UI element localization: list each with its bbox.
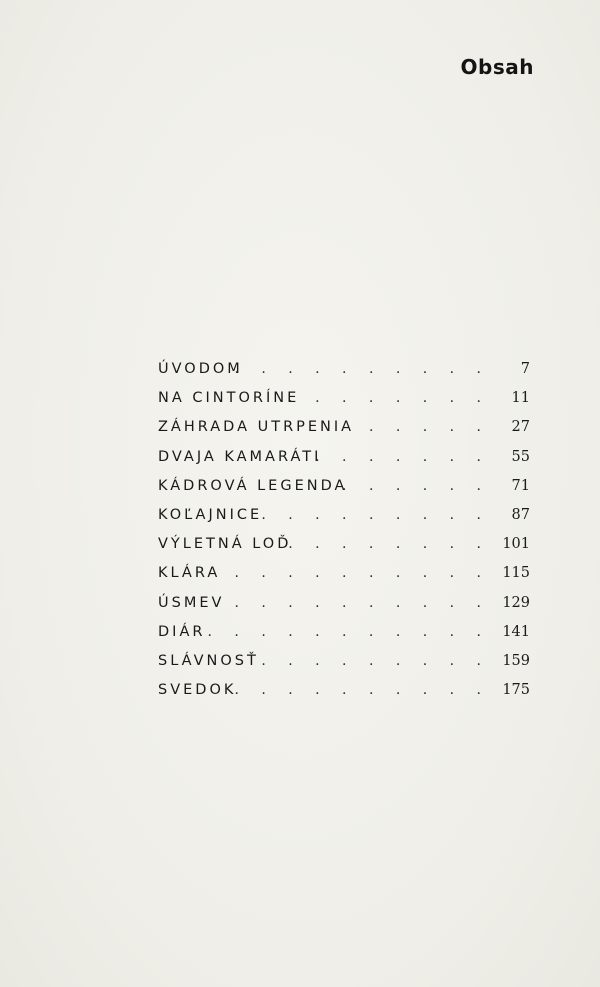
- toc-page-number: 87: [511, 506, 530, 523]
- toc-leader-dots: . . . . . . .: [315, 448, 490, 465]
- toc-entry: [158, 559, 530, 588]
- toc-entry-title: KOĽAJNICE: [158, 506, 263, 523]
- toc-entry: [158, 355, 530, 384]
- toc-page-number: 55: [511, 448, 530, 465]
- toc-entry: [158, 589, 530, 618]
- toc-leader-dots: . . . . . . . . . .: [234, 361, 490, 377]
- toc-leader-dots: . . . . . . . .: [288, 390, 490, 407]
- toc-entry-title: NA CINTORÍNE: [158, 390, 300, 407]
- toc-entry: [158, 384, 530, 413]
- toc-leader-dots: . . . . . .: [342, 477, 490, 494]
- toc-leader-dots: . . . . . . . . . . .: [207, 623, 490, 640]
- toc-entry-title: DVAJA KAMARÁTI: [158, 448, 322, 465]
- toc-page-number: 27: [511, 419, 530, 436]
- toc-entry-title: SLÁVNOSŤ: [158, 652, 259, 669]
- toc-entry-title: KÁDROVÁ LEGENDA: [158, 477, 348, 494]
- toc-page-number: 7: [520, 361, 530, 377]
- toc-leader-dots: . . . . . . . .: [288, 536, 490, 553]
- toc-page-number: 11: [511, 390, 530, 407]
- toc-page-number: 101: [502, 536, 530, 553]
- toc-entry-title: SVEDOK: [158, 682, 237, 699]
- toc-leader-dots: . . . . . . . . . .: [234, 565, 490, 582]
- toc-entry-title: ÚSMEV: [158, 594, 225, 611]
- toc-entry: [158, 618, 530, 647]
- toc-entry: [158, 472, 530, 501]
- toc-entry: [158, 676, 530, 705]
- toc-leader-dots: . . . . . . . . .: [261, 652, 490, 669]
- toc-leader-dots: . . . . .: [368, 419, 490, 436]
- toc-entry-title: KLÁRA: [158, 565, 221, 582]
- toc-leader-dots: . . . . . . . . . .: [234, 682, 490, 699]
- toc-page-number: 71: [511, 477, 530, 494]
- toc-entry: [158, 530, 530, 559]
- toc-page-number: 129: [502, 594, 530, 611]
- toc-entry: [158, 413, 530, 442]
- table-of-contents: [158, 355, 530, 705]
- toc-entry-title: ZÁHRADA UTRPENIA: [158, 419, 355, 436]
- toc-entry-title: DIÁR: [158, 623, 206, 640]
- toc-entry: [158, 501, 530, 530]
- toc-page-number: 115: [502, 565, 530, 582]
- toc-entry-title: ÚVODOM: [158, 361, 243, 377]
- page-title: Obsah: [460, 55, 534, 79]
- toc-leader-dots: . . . . . . . . .: [261, 506, 490, 523]
- toc-entry-title: VÝLETNÁ LOĎ: [158, 536, 292, 553]
- toc-page-number: 159: [502, 652, 530, 669]
- toc-page-number: 175: [502, 682, 530, 699]
- toc-entry: [158, 647, 530, 676]
- toc-entry: [158, 443, 530, 472]
- toc-leader-dots: . . . . . . . . . .: [234, 594, 490, 611]
- toc-page-number: 141: [502, 623, 530, 640]
